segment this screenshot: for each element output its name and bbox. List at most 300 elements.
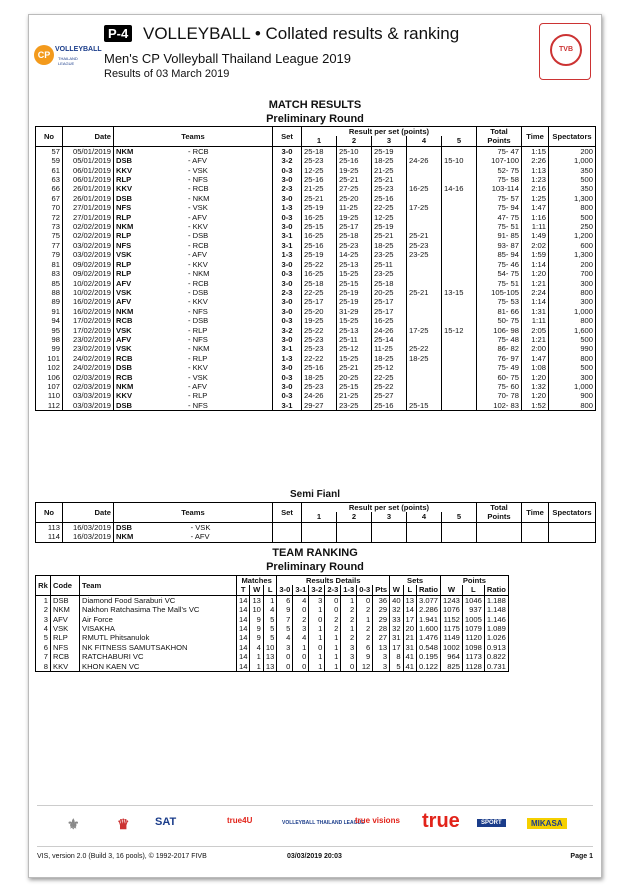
- col-set-5: 5: [442, 136, 477, 146]
- match-row: [36, 307, 596, 316]
- set4-score: 17-25: [407, 203, 442, 212]
- ranking-points: 13: [373, 643, 390, 652]
- wins-3-0: 0: [277, 652, 293, 661]
- matches-lost: 5: [263, 633, 276, 642]
- team-name: KHON KAEN VC: [80, 662, 237, 672]
- loss-0-3: 9: [357, 652, 373, 661]
- match-no: 114: [36, 532, 63, 542]
- match-time: 1:08: [522, 363, 549, 372]
- away-team: - VSK: [186, 203, 273, 212]
- match-date: 02/03/2019: [63, 373, 114, 382]
- preliminary-round-subtitle: Preliminary Round: [266, 113, 364, 125]
- spectators: 800: [549, 401, 596, 411]
- spectators: 1,300: [549, 194, 596, 203]
- away-team: - KKV: [186, 260, 273, 269]
- set5-score: [442, 194, 477, 203]
- wins-3-0: 5: [277, 624, 293, 633]
- loss-2-3: 0: [325, 605, 341, 614]
- set1-score: 25-18: [302, 279, 337, 288]
- sets-lost: 31: [403, 643, 416, 652]
- set-score: 3-2: [273, 326, 302, 335]
- set4-score: 18-25: [407, 354, 442, 363]
- wins-3-1: 2: [293, 615, 309, 624]
- away-team: - DSB: [186, 288, 273, 297]
- set-score: 3-0: [273, 335, 302, 344]
- match-date: 09/02/2019: [63, 269, 114, 278]
- col-set-1: 1: [302, 136, 337, 146]
- points-won: 1175: [441, 624, 463, 633]
- set5-score: [442, 241, 477, 250]
- matches-won: 1: [250, 652, 263, 661]
- empty-cell: [549, 522, 596, 532]
- set-score: 3-1: [273, 401, 302, 411]
- set3-score: 12-25: [372, 213, 407, 222]
- wins-3-0: 4: [277, 633, 293, 642]
- sponsor-bar: [37, 805, 593, 847]
- set3-score: 25-11: [372, 260, 407, 269]
- points-won: 1149: [441, 633, 463, 642]
- set4-score: 25-15: [407, 401, 442, 411]
- set-score: 3-0: [273, 194, 302, 203]
- match-row: [36, 373, 596, 382]
- sets-ratio: 1.476: [417, 633, 441, 642]
- sets-lost: 17: [403, 615, 416, 624]
- spectators: 500: [549, 363, 596, 372]
- wins-3-0: 3: [277, 643, 293, 652]
- rk-subcol: Pts: [373, 585, 390, 595]
- home-team: RCB: [114, 373, 186, 382]
- total-points: 75- 60: [477, 382, 522, 391]
- footer-page-number: Page 1: [570, 853, 593, 860]
- set3-score: 20-25: [372, 288, 407, 297]
- spectators: 800: [549, 203, 596, 212]
- match-no: 94: [36, 316, 63, 325]
- matches-won: 4: [250, 643, 263, 652]
- match-no: 73: [36, 222, 63, 231]
- set-score: 0-3: [273, 269, 302, 278]
- match-date: 03/02/2019: [63, 241, 114, 250]
- match-time: 2:16: [522, 184, 549, 193]
- sets-ratio: 0.122: [417, 662, 441, 672]
- set3-score: 18-25: [372, 156, 407, 165]
- away-team: - DSB: [186, 231, 273, 240]
- points-lost: 1128: [462, 662, 484, 672]
- sets-won: 32: [390, 605, 403, 614]
- match-date: 24/02/2019: [63, 354, 114, 363]
- match-time: 1:11: [522, 222, 549, 231]
- set-score: 2-3: [273, 288, 302, 297]
- set3-score: 18-25: [372, 241, 407, 250]
- home-team: NFS: [114, 241, 186, 250]
- sf-col-spectators: Spectators: [549, 503, 596, 523]
- away-team: - KKV: [186, 363, 273, 372]
- match-date: 24/02/2019: [63, 363, 114, 372]
- away-team: - RLP: [186, 354, 273, 363]
- set3-score: 11-25: [372, 344, 407, 353]
- match-no: 89: [36, 297, 63, 306]
- match-row: [36, 316, 596, 325]
- set1-score: 19-25: [302, 316, 337, 325]
- match-row: [36, 184, 596, 193]
- set1-score: 21-25: [302, 184, 337, 193]
- matches-lost: 13: [263, 652, 276, 661]
- away-team: - NFS: [186, 401, 273, 411]
- match-date: 27/01/2019: [63, 203, 114, 212]
- loss-2-3: 1: [325, 643, 341, 652]
- set5-score: [442, 269, 477, 278]
- set5-score: [442, 250, 477, 259]
- set2-score: 15-25: [337, 269, 372, 278]
- loss-2-3: 2: [325, 624, 341, 633]
- match-date: 09/02/2019: [63, 260, 114, 269]
- set1-score: 25-23: [302, 382, 337, 391]
- rk-col-matches: Matches: [237, 576, 277, 586]
- empty-cell: [522, 522, 549, 532]
- total-points: 102- 83: [477, 401, 522, 411]
- spectators: 500: [549, 175, 596, 184]
- loss-2-3: 1: [325, 652, 341, 661]
- set4-score: [407, 194, 442, 203]
- sf-col-set-2: 2: [337, 512, 372, 522]
- set4-score: [407, 222, 442, 231]
- rk-subcol: 2-3: [325, 585, 341, 595]
- loss-0-3: 2: [357, 624, 373, 633]
- points-lost: 1005: [462, 615, 484, 624]
- away-team: - RCB: [186, 241, 273, 250]
- match-time: 1:14: [522, 297, 549, 306]
- rank: 1: [36, 595, 51, 605]
- match-date: 23/02/2019: [63, 335, 114, 344]
- set5-score: [442, 373, 477, 382]
- sets-won: 31: [390, 633, 403, 642]
- total-points: 75- 58: [477, 175, 522, 184]
- match-date: 16/02/2019: [63, 307, 114, 316]
- loss-0-3: 2: [357, 633, 373, 642]
- home-team: RLP: [114, 231, 186, 240]
- match-date: 03/03/2019: [63, 391, 114, 400]
- match-time: 2:02: [522, 241, 549, 250]
- spectators: 1,000: [549, 307, 596, 316]
- away-team: - AFV: [186, 156, 273, 165]
- cp-logo-sub: THAILAND LEAGUE: [58, 56, 78, 66]
- matches-won: 1: [250, 662, 263, 672]
- match-row: [36, 203, 596, 212]
- wins-3-1: 0: [293, 605, 309, 614]
- match-row: [36, 269, 596, 278]
- wins-3-2: 1: [309, 633, 325, 642]
- sf-col-set-5: 5: [442, 512, 477, 522]
- results-page: [28, 14, 602, 878]
- col-time: Time: [522, 127, 549, 147]
- match-date: 05/01/2019: [63, 156, 114, 165]
- match-time: 1:47: [522, 354, 549, 363]
- sponsor-mikasa: MIKASA: [527, 818, 567, 829]
- spectators: 800: [549, 316, 596, 325]
- away-team: - RCB: [186, 146, 273, 156]
- set4-score: [407, 297, 442, 306]
- loss-2-3: 1: [325, 633, 341, 642]
- ranking-points: 36: [373, 595, 390, 605]
- points-won: 1076: [441, 605, 463, 614]
- away-team: - NFS: [186, 175, 273, 184]
- set5-score: [442, 203, 477, 212]
- sf-col-set: Set: [273, 503, 302, 523]
- match-time: 1:20: [522, 373, 549, 382]
- rk-subcol: T: [237, 585, 250, 595]
- home-team: RLP: [114, 260, 186, 269]
- matches-won: 13: [250, 595, 263, 605]
- set5-score: [442, 316, 477, 325]
- sponsor-true: true: [422, 810, 460, 832]
- points-lost: 937: [462, 605, 484, 614]
- sponsor-cp-volleyball: VOLLEYBALL THAILAND LEAGUE: [282, 820, 365, 826]
- loss-1-3: 0: [341, 662, 357, 672]
- home-team: RLP: [114, 269, 186, 278]
- match-time: 1:47: [522, 203, 549, 212]
- away-team: - NKM: [186, 194, 273, 203]
- set2-score: 23-25: [337, 401, 372, 411]
- set2-score: 15-25: [337, 316, 372, 325]
- set4-score: 25-21: [407, 288, 442, 297]
- team-ranking-title: TEAM RANKING: [272, 547, 358, 559]
- points-lost: 1120: [462, 633, 484, 642]
- matches-total: 14: [237, 633, 250, 642]
- sets-lost: 41: [403, 662, 416, 672]
- sets-won: 33: [390, 615, 403, 624]
- rk-subcol: W: [390, 585, 403, 595]
- set5-score: [442, 222, 477, 231]
- matches-total: 14: [237, 652, 250, 661]
- set-score: 0-3: [273, 391, 302, 400]
- loss-0-3: 2: [357, 605, 373, 614]
- results-date: Results of 03 March 2019: [104, 68, 230, 80]
- match-date: 16/02/2019: [63, 297, 114, 306]
- set5-score: [442, 175, 477, 184]
- wins-3-0: 6: [277, 595, 293, 605]
- col-result-per-set: Result per set (points): [302, 127, 477, 137]
- cp-volleyball-logo: [34, 43, 102, 69]
- team-name: Air Force: [80, 615, 237, 624]
- set4-score: 23-25: [407, 250, 442, 259]
- sf-col-date: Date: [63, 503, 114, 523]
- sf-col-time: Time: [522, 503, 549, 523]
- total-points: 54- 75: [477, 269, 522, 278]
- team-code: NFS: [51, 643, 80, 652]
- ranking-preliminary-subtitle: Preliminary Round: [266, 561, 364, 573]
- match-time: 2:24: [522, 288, 549, 297]
- set2-score: 25-12: [337, 344, 372, 353]
- matches-lost: 1: [263, 595, 276, 605]
- rk-col-team: Team: [80, 576, 237, 596]
- set-score: 3-0: [273, 382, 302, 391]
- sets-lost: 21: [403, 633, 416, 642]
- ranking-row: [36, 595, 509, 605]
- away-team: - NKM: [186, 269, 273, 278]
- matches-lost: 5: [263, 615, 276, 624]
- wins-3-0: 9: [277, 605, 293, 614]
- wins-3-1: 3: [293, 624, 309, 633]
- loss-1-3: 2: [341, 633, 357, 642]
- away-team: - RLP: [186, 391, 273, 400]
- sponsor-sat: SAT: [155, 816, 177, 828]
- match-row: [36, 241, 596, 250]
- set-score: 3-0: [273, 363, 302, 372]
- team-name: Diamond Food Saraburi VC: [80, 595, 237, 605]
- wins-3-0: 0: [277, 662, 293, 672]
- sets-ratio: 0.548: [417, 643, 441, 652]
- team-code: RLP: [51, 633, 80, 642]
- wins-3-2: 0: [309, 643, 325, 652]
- empty-cell: [407, 532, 442, 542]
- away-team: - NFS: [186, 335, 273, 344]
- set2-score: 14-25: [337, 250, 372, 259]
- rank: 6: [36, 643, 51, 652]
- set1-score: 25-16: [302, 363, 337, 372]
- total-points: 75- 49: [477, 363, 522, 372]
- ranking-points: 3: [373, 652, 390, 661]
- wins-3-2: 1: [309, 662, 325, 672]
- set3-score: 25-23: [372, 184, 407, 193]
- set5-score: [442, 354, 477, 363]
- match-no: 57: [36, 146, 63, 156]
- set2-score: 25-16: [337, 156, 372, 165]
- set3-score: 25-14: [372, 335, 407, 344]
- away-team: - VSK: [189, 522, 273, 532]
- set4-score: 25-21: [407, 231, 442, 240]
- rk-col-code: Code: [51, 576, 80, 596]
- total-points: 75- 46: [477, 260, 522, 269]
- set2-score: 25-15: [337, 279, 372, 288]
- ranking-row: [36, 615, 509, 624]
- empty-cell: [302, 522, 337, 532]
- set-score: 3-1: [273, 231, 302, 240]
- empty-cell: [442, 532, 477, 542]
- set1-score: 25-22: [302, 326, 337, 335]
- match-no: 113: [36, 522, 63, 532]
- loss-1-3: 2: [341, 605, 357, 614]
- set2-score: 25-10: [337, 146, 372, 156]
- matches-total: 14: [237, 605, 250, 614]
- ranking-points: 28: [373, 624, 390, 633]
- match-no: 110: [36, 391, 63, 400]
- match-date: 02/02/2019: [63, 231, 114, 240]
- ranking-points: 29: [373, 605, 390, 614]
- match-time: 1:31: [522, 307, 549, 316]
- set4-score: [407, 307, 442, 316]
- match-row: [36, 391, 596, 400]
- wins-3-2: 1: [309, 652, 325, 661]
- home-team: DSB: [114, 194, 186, 203]
- match-row: [36, 175, 596, 184]
- footer-timestamp: 03/03/2019 20:03: [287, 853, 342, 860]
- match-no: 75: [36, 231, 63, 240]
- match-time: 1:21: [522, 335, 549, 344]
- rank: 8: [36, 662, 51, 672]
- set1-score: 25-18: [302, 146, 337, 156]
- points-ratio: 0.822: [484, 652, 508, 661]
- set5-score: [442, 401, 477, 411]
- wins-3-2: 1: [309, 605, 325, 614]
- sets-ratio: 3.077: [417, 595, 441, 605]
- total-points: 75- 47: [477, 146, 522, 156]
- points-ratio: 1.026: [484, 633, 508, 642]
- home-team: NKM: [114, 532, 189, 542]
- sf-col-no: No: [36, 503, 63, 523]
- set-score: 0-3: [273, 166, 302, 175]
- set2-score: 25-21: [337, 175, 372, 184]
- set-score: 3-1: [273, 241, 302, 250]
- total-points: 60- 75: [477, 373, 522, 382]
- set4-score: 25-22: [407, 344, 442, 353]
- spectators: 300: [549, 297, 596, 306]
- rk-subcol: L: [263, 585, 276, 595]
- home-team: DSB: [114, 363, 186, 372]
- sponsor-true-visions: true visions: [355, 816, 400, 825]
- spectators: 200: [549, 260, 596, 269]
- set2-score: 15-25: [337, 354, 372, 363]
- match-no: 61: [36, 166, 63, 175]
- set-score: 1-3: [273, 354, 302, 363]
- match-time: 1:21: [522, 279, 549, 288]
- wins-3-0: 7: [277, 615, 293, 624]
- match-date: 10/02/2019: [63, 279, 114, 288]
- team-name: Nakhon Ratchasima The Mall's VC: [80, 605, 237, 614]
- report-title: VOLLEYBALL • Collated results & ranking: [143, 24, 460, 43]
- set1-score: 29-27: [302, 401, 337, 411]
- set2-score: 19-25: [337, 213, 372, 222]
- matches-won: 9: [250, 624, 263, 633]
- matches-won: 10: [250, 605, 263, 614]
- ranking-row: [36, 605, 509, 614]
- spectators: 1,200: [549, 231, 596, 240]
- set1-score: 18-25: [302, 373, 337, 382]
- col-points: Points: [477, 136, 522, 146]
- match-no: 63: [36, 175, 63, 184]
- set1-score: 25-21: [302, 194, 337, 203]
- tvb-logo-text: TVB: [550, 34, 582, 66]
- loss-0-3: 1: [357, 615, 373, 624]
- set4-score: [407, 363, 442, 372]
- set4-score: [407, 166, 442, 175]
- match-date: 23/02/2019: [63, 344, 114, 353]
- match-date: 10/02/2019: [63, 288, 114, 297]
- report-code: P-4: [104, 25, 132, 42]
- match-no: 106: [36, 373, 63, 382]
- rank: 7: [36, 652, 51, 661]
- home-team: KKV: [114, 166, 186, 175]
- ranking-row: [36, 624, 509, 633]
- away-team: - AFV: [189, 532, 273, 542]
- set4-score: [407, 373, 442, 382]
- match-row: [36, 156, 596, 165]
- home-team: AFV: [114, 335, 186, 344]
- match-no: 99: [36, 344, 63, 353]
- match-time: 1:16: [522, 213, 549, 222]
- match-no: 88: [36, 288, 63, 297]
- points-won: 1152: [441, 615, 463, 624]
- set5-score: [442, 391, 477, 400]
- spectators: 990: [549, 344, 596, 353]
- total-points: 81- 66: [477, 307, 522, 316]
- away-team: - RCB: [186, 279, 273, 288]
- set2-score: 25-15: [337, 382, 372, 391]
- tvb-logo: [539, 23, 591, 80]
- match-time: 2:26: [522, 156, 549, 165]
- points-ratio: 1.188: [484, 595, 508, 605]
- match-no: 107: [36, 382, 63, 391]
- set-score: 1-3: [273, 250, 302, 259]
- match-row: [36, 382, 596, 391]
